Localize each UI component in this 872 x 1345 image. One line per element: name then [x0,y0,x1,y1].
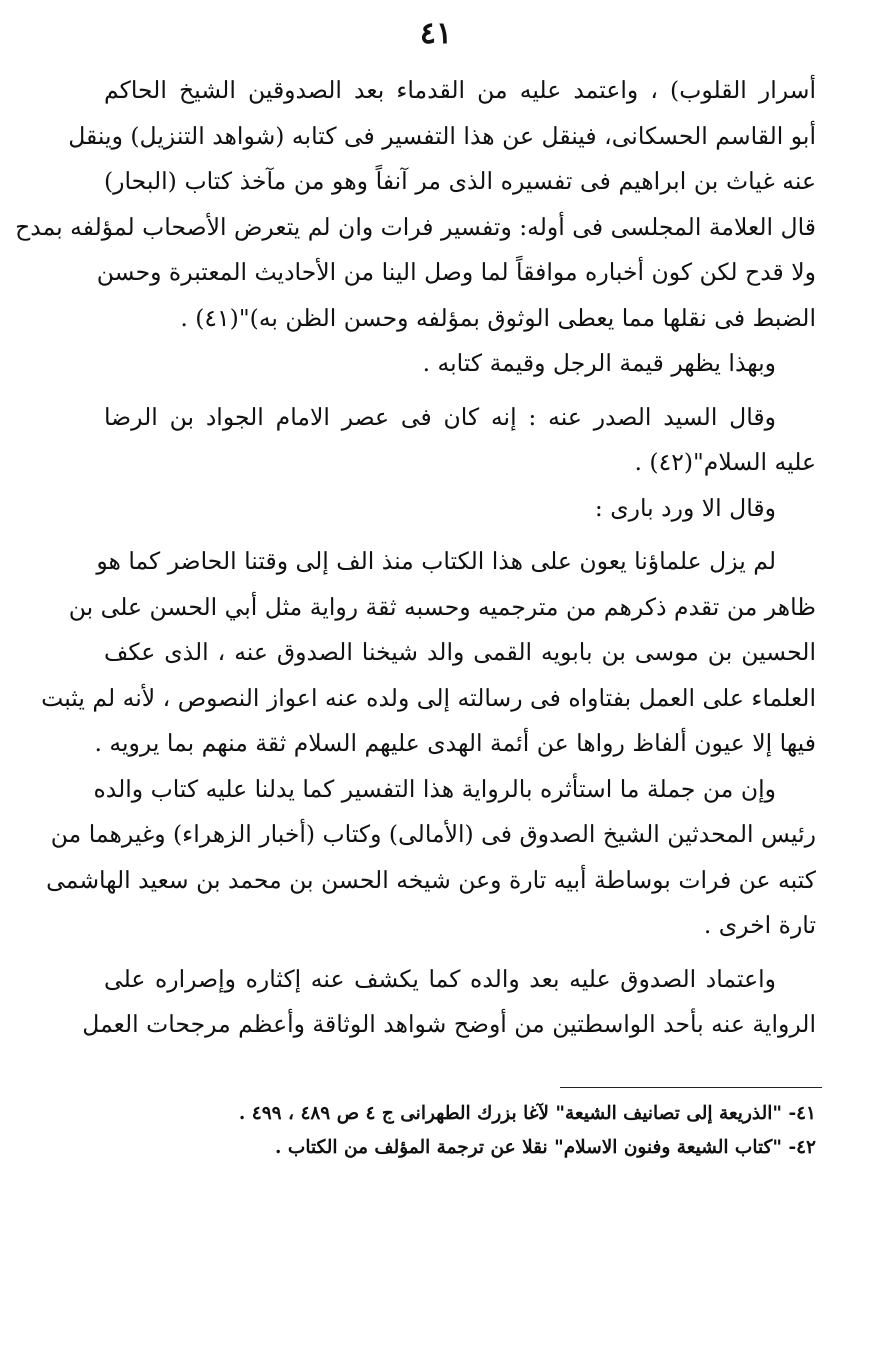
text-line: الرواية عنه بأحد الواسطتين من أوضح شواهد الوثاقة وأعظم مرجحات العمل [82,1010,816,1038]
footnotes [150,1097,816,1165]
text-line: واعتماد الصدوق عليه بعد والده كما يكشف عنه إكثاره وإصراره على [104,964,776,993]
text-line: كتبه عن فرات بوساطة أبيه تارة وعن شيخه الحسن بن محمد بن سعيد الهاشمى [46,865,816,894]
text-line: الحسين بن موسى بن بابويه القمى والد شيخنا الصدوق عنه ، الذى عكف [104,638,816,666]
text-line: وقال الا ورد بارى : [594,493,776,522]
footnote: ٤٢- "كتاب الشيعة وفنون الاسلام" نقلا عن ترجمة المؤلف من الكتاب . [275,1137,816,1158]
text-line: قال العلامة المجلسى فى أوله: وتفسير فرات وان لم يتعرض الأصحاب لمؤلفه بمدح [15,212,816,241]
footnote: ٤١- "الذريعة إلى تصانيف الشيعة" لآغا بزرك الطهرانى ج ٤ ص ٤٨٩ ، ٤٩٩ . [238,1103,816,1124]
text-line: أسرار القلوب) ، واعتمد عليه من القدماء بعد الصدوقين الشيخ الحاكم [104,76,816,104]
text-line: أبو القاسم الحسكانى، فينقل عن هذا التفسير فى كتابه (شواهد التنزيل) وينقل [68,121,816,150]
paragraph-gap [104,949,816,957]
text-line: لم يزل علماؤنا يعون على هذا الكتاب منذ الف إلى وقتنا الحاضر كما هو [96,547,776,575]
text-line: رئيس المحدثين الشيخ الصدوق فى (الأمالى) وكتاب (أخبار الزهراء) وغيرهما من [50,820,816,848]
text-line: العلماء على العمل بفتاواه فى رسالته إلى ولده عنه اعواز النصوص ، لأنه لم يثبت [41,683,816,712]
page-number: ٤١ [419,16,453,51]
paragraph-gap [104,531,816,539]
text-line: الضبط فى نقلها مما يعطى الوثوق بمؤلفه وحسن الظن به)"(٤١) . [180,303,816,332]
text-line: وقال السيد الصدر عنه : إنه كان فى عصر الامام الجواد بن الرضا [104,402,776,431]
text-line: وبهذا يظهر قيمة الرجل وقيمة كتابه . [422,349,776,377]
text-line: ولا قدح لكن كون أخباره موافقاً لما وصل الينا من الأحاديث المعتبرة وحسن [96,258,816,286]
main-text [15,68,816,1048]
paragraph-gap [104,387,816,395]
footnote-divider [560,1087,822,1088]
text-line: ظاهر من تقدم ذكرهم من مترجميه وحسبه ثقة رواية مثل أبي الحسن على بن [68,592,816,621]
text-line: فيها إلا عيون ألفاظ رواها عن أئمة الهدى عليهم السلام ثقة منهم بما يرويه . [94,729,816,757]
text-line: وإن من جملة ما استأثره بالرواية هذا التفسير كما يدلنا عليه كتاب والده [93,774,776,803]
text-line: عليه السلام"(٤٢) . [634,448,816,476]
text-line: عنه غياث بن ابراهيم فى تفسيره الذى مر آنفاً وهو من مآخذ كتاب (البحار) [104,167,816,195]
text-line: تارة اخرى . [703,911,816,939]
